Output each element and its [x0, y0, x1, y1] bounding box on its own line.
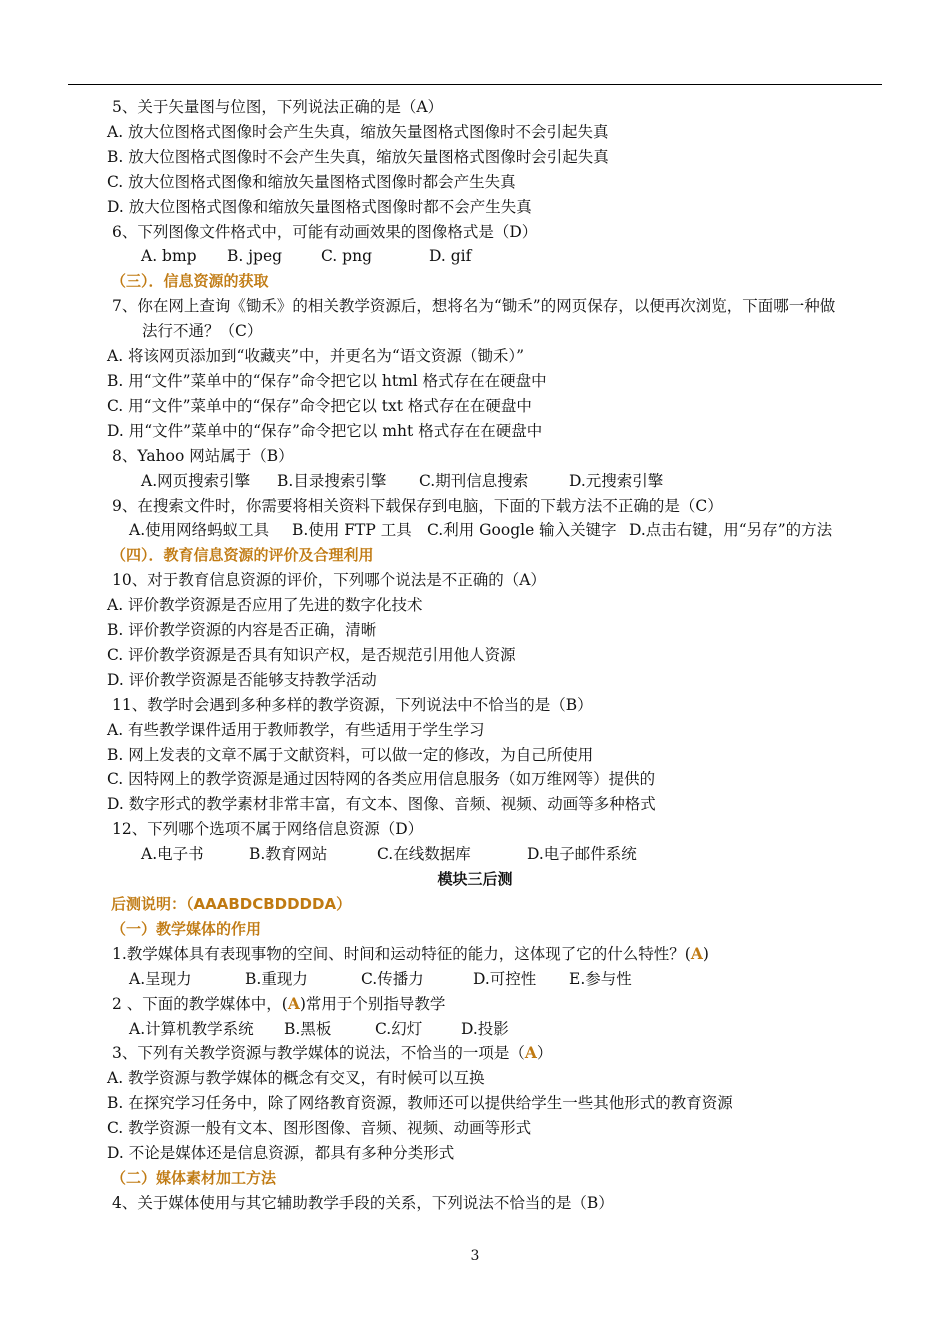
question-10-stem: 10、对于教育信息资源的评价，下列哪个说法是不正确的（A）: [112, 571, 546, 590]
question-7-stem: 7、你在网上查询《锄禾》的相关教学资源后，想将名为“锄禾”的网页保存，以便再次浏览，下面哪一种做 法行不通？（C）: [112, 297, 836, 341]
question-5-stem: 5、关于矢量图与位图，下列说法正确的是（A）: [112, 98, 444, 116]
question-9-stem: 9、在搜索文件时，你需要将相关资料下载保存到电脑，下面的下载方法不正确的是（C）: [112, 496, 723, 515]
question-7-option-c: C. 用“文件”菜单中的“保存”命令把它以 txt 格式存在在硬盘中: [107, 396, 532, 415]
post-question-1-option-c: C.传播力: [361, 969, 424, 988]
post-question-3-option-c: C. 教学资源一般有文本、图形图像、音频、视频、动画等形式: [107, 1119, 532, 1138]
question-10-option-c: C. 评价教学资源是否具有知识产权，是否规范引用他人资源: [107, 645, 516, 664]
question-12-option-d: D.电子邮件系统: [527, 845, 637, 864]
post-question-3-stem: 3、下列有关教学资源与教学媒体的说法，不恰当的一项是（A）: [112, 1043, 553, 1063]
post-question-2-option-d: D.投影: [461, 1019, 509, 1038]
answer-mark: A: [524, 1043, 537, 1063]
question-8-option-d: D.元搜索引擎: [569, 471, 664, 490]
header-rule: [68, 84, 882, 85]
post-question-2-options: [107, 1017, 887, 1042]
answer-mark: A: [690, 943, 703, 963]
post-question-1-stem: 1.教学媒体具有表现事物的空间、时间和运动特征的能力，这体现了它的什么特性？(A): [112, 943, 709, 963]
question-9-options: [107, 518, 887, 543]
post-question-2-stem: 2 、下面的教学媒体中，(A)常用于个别指导教学: [112, 993, 446, 1013]
post-question-3-option-a: A. 教学资源与教学媒体的概念有交叉，有时候可以互换: [107, 1069, 485, 1088]
post-question-3-option-b: B. 在探究学习任务中，除了网络教育资源，教师还可以提供给学生一些其他形式的教育资源: [107, 1094, 733, 1113]
question-6-option-d: D. gif: [429, 247, 472, 266]
post-question-1-option-a: A.呈现力: [129, 969, 192, 988]
question-12-options: [107, 842, 887, 867]
question-10-option-b: B. 评价教学资源的内容是否正确，清晰: [107, 621, 377, 640]
section-heading-b: （二）媒体素材加工方法: [111, 1168, 277, 1187]
post-question-1-option-d: D.可控性: [473, 969, 537, 988]
question-10-option-d: D. 评价教学资源是否能够支持教学活动: [107, 670, 377, 689]
question-11-option-b: B. 网上发表的文章不属于文献资料，可以做一定的修改，为自己所使用: [107, 745, 594, 764]
post-question-1-option-e: E.参与性: [569, 969, 632, 988]
question-12-option-c: C.在线数据库: [377, 845, 471, 864]
question-8-options: [107, 469, 887, 494]
question-11-option-a: A. 有些教学课件适用于教师教学，有些适用于学生学习: [107, 720, 485, 739]
section-heading-4: （四）．教育信息资源的评价及合理利用: [111, 546, 374, 565]
answer-mark: A: [287, 993, 300, 1013]
question-9-option-a: A.使用网络蚂蚁工具: [129, 521, 270, 540]
question-12-stem: 12、下列哪个选项不属于网络信息资源（D）: [112, 820, 424, 839]
post-question-2-option-c: C.幻灯: [375, 1019, 423, 1038]
question-8-option-a: A.网页搜索引擎: [141, 471, 251, 490]
question-9-option-d: D.点击右键，用“另存”的方法: [629, 521, 833, 540]
question-9-option-c: C.利用 Google 输入关键字: [427, 521, 617, 540]
question-10-option-a: A. 评价教学资源是否应用了先进的数字化技术: [107, 596, 423, 615]
question-6-stem: 6、下列图像文件格式中，可能有动画效果的图像格式是（D）: [112, 222, 538, 241]
section-heading-a: （一）教学媒体的作用: [111, 919, 262, 938]
question-5-option-a: A. 放大位图格式图像时会产生失真，缩放矢量图格式图像时不会引起失真: [107, 122, 609, 141]
question-12-option-a: A.电子书: [141, 845, 204, 864]
question-6-option-a: A. bmp: [141, 247, 197, 266]
post-question-2-option-a: A.计算机教学系统: [129, 1019, 254, 1038]
document-body: [107, 95, 887, 1216]
post-question-2-option-b: B.黑板: [284, 1019, 332, 1038]
page-number: 3: [470, 1248, 480, 1264]
question-5-option-d: D. 放大位图格式图像和缩放矢量图格式图像时都不会产生失真: [107, 197, 532, 216]
question-7-option-d: D. 用“文件”菜单中的“保存”命令把它以 mht 格式存在在硬盘中: [107, 421, 543, 440]
question-6-option-c: C. png: [321, 247, 372, 266]
post-question-1-option-b: B.重现力: [245, 969, 308, 988]
question-11-option-d: D. 数字形式的教学素材非常丰富，有文本、图像、音频、视频、动画等多种格式: [107, 795, 656, 814]
question-9-option-b: B.使用 FTP 工具: [292, 521, 412, 540]
question-6-option-b: B. jpeg: [227, 247, 283, 266]
question-6-options: [107, 244, 887, 269]
post-question-1-options: [107, 967, 887, 992]
question-8-stem: 8、Yahoo 网站属于（B）: [112, 446, 294, 465]
post-question-3-option-d: D. 不论是媒体还是信息资源，都具有多种分类形式: [107, 1144, 455, 1163]
question-11-stem: 11、教学时会遇到多种多样的教学资源，下列说法中不恰当的是（B）: [112, 695, 593, 714]
section-heading-3: （三）．信息资源的获取: [111, 272, 269, 291]
post-test-note: 后测说明：（AAABDCBDDDDA）: [111, 895, 352, 913]
module-title: 模块三后测: [437, 870, 513, 889]
question-7-option-a: A. 将该网页添加到“收藏夹”中，并更名为“语文资源（锄禾）”: [107, 347, 524, 366]
question-8-option-c: C.期刊信息搜索: [419, 471, 529, 490]
question-5-option-c: C. 放大位图格式图像和缩放矢量图格式图像时都会产生失真: [107, 172, 516, 191]
question-11-option-c: C. 因特网上的教学资源是通过因特网的各类应用信息服务（如万维网等）提供的: [107, 770, 656, 789]
question-7-option-b: B. 用“文件”菜单中的“保存”命令把它以 html 格式存在在硬盘中: [107, 371, 547, 390]
question-8-option-b: B.目录搜索引擎: [277, 471, 387, 490]
question-5-option-b: B. 放大位图格式图像时不会产生失真，缩放矢量图格式图像时会引起失真: [107, 147, 609, 166]
post-question-4-stem: 4、关于媒体使用与其它辅助教学手段的关系，下列说法不恰当的是（B）: [112, 1193, 614, 1212]
question-12-option-b: B.教育网站: [249, 845, 328, 864]
